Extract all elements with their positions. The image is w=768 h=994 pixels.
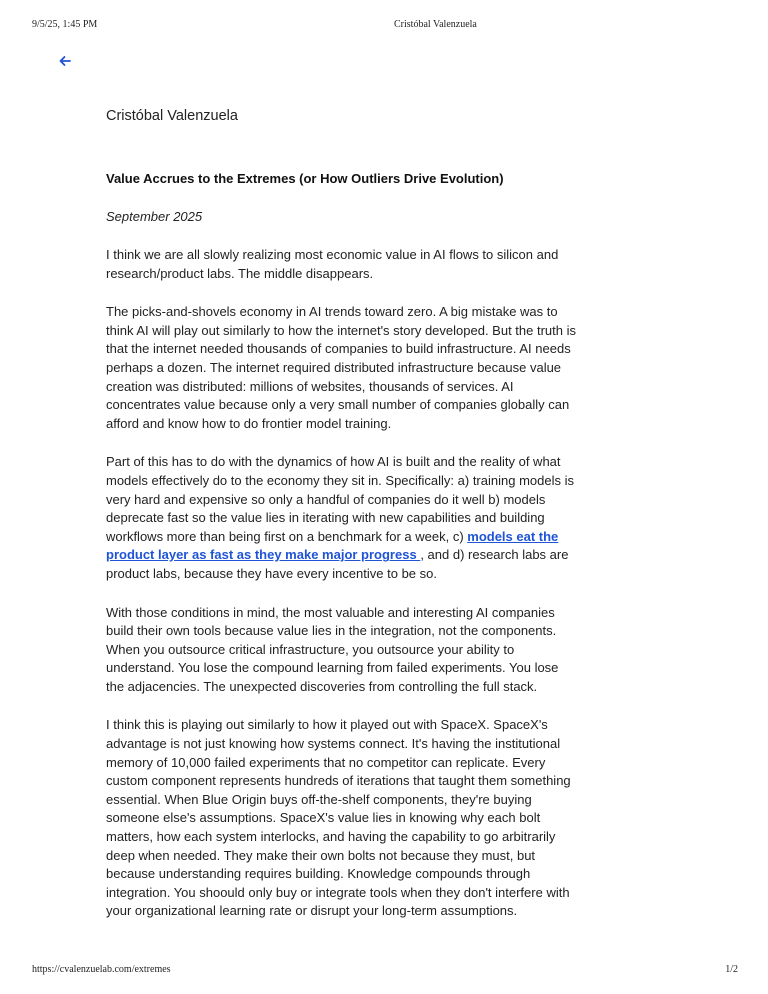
post-title: Value Accrues to the Extremes (or How Outliers Drive Evolution): [106, 171, 504, 186]
print-header: [32, 19, 738, 33]
print-datetime: 9/5/25, 1:45 PM: [32, 19, 98, 30]
paragraph-2: The picks-and-shovels economy in AI trends toward zero. A big mistake was to think AI will play out similarly to how the internet's story developed. But the truth is that the internet needed thousands of companies to build infrastructure. AI needs perhaps a dozen. The internet required distributed infrastructure because value creation was distributed: millions of websites, thousands of services. AI concentrates value because only a very small number of companies globally can afford and know how to do frontier model training.: [106, 304, 576, 431]
paragraph-5: I think this is playing out similarly to how it played out with SpaceX. SpaceX's advantage is not just knowing how systems connect. It's having the institutional memory of 10,000 failed experiments that no competitor can replicate. Every custom component represents hundreds of iterations that taught them something essential. When Blue Origin buys off-the-shelf components, they're buying someone else's assumptions. SpaceX's value lies in knowing why each bolt matters, how each system interlocks, and having the capability to go arbitrarily deep when needed. They make their own bolts not because they must, but because understanding requires building. Knowledge compounds through integration. You shoould only buy or integrate tools when they don't interfere with your organizational learning rate or disrupt your long-term assumptions.: [106, 717, 571, 919]
paragraph-3-text-end: , and d) research labs are product labs, because they have every incentive to be so.: [106, 547, 569, 581]
paragraph-3-text-start: Part of this has to do with the dynamics of how AI is built and the reality of what models effectively do to the economy they sit in. Specifically: a) training models is very hard and expensive so only a handful of companies do it well b) models deprecate fast so the value lies in iterating with new capabilities and building workflows more than being first on a benchmark for a week, c): [106, 454, 574, 544]
models-eat-product-layer-link[interactable]: models eat the product layer as fast as they make major progress: [106, 528, 559, 563]
paragraph-1: I think we are all slowly realizing most economic value in AI flows to silicon and research/product labs. The middle disappears.: [106, 247, 559, 281]
print-footer: [32, 964, 738, 978]
print-page-title: Cristóbal Valenzuela: [394, 19, 477, 30]
article: [106, 106, 580, 921]
site-name: Cristóbal Valenzuela: [106, 108, 238, 124]
print-url: https://cvalenzuelab.com/extremes: [32, 964, 171, 975]
print-page-number: 1/2: [725, 964, 738, 975]
arrow-left-icon: [57, 53, 73, 69]
paragraph-3: [106, 453, 580, 583]
post-date: September 2025: [106, 209, 203, 224]
back-button[interactable]: [57, 53, 73, 69]
paragraph-4: With those conditions in mind, the most valuable and interesting AI companies build their own tools because value lies in the integration, not the components. When you outsource critical infrastructure, you outsource your ability to understand. You lose the compound learning from failed experiments. You lose the adjacencies. The unexpected discoveries from controlling the full stack.: [106, 604, 559, 694]
